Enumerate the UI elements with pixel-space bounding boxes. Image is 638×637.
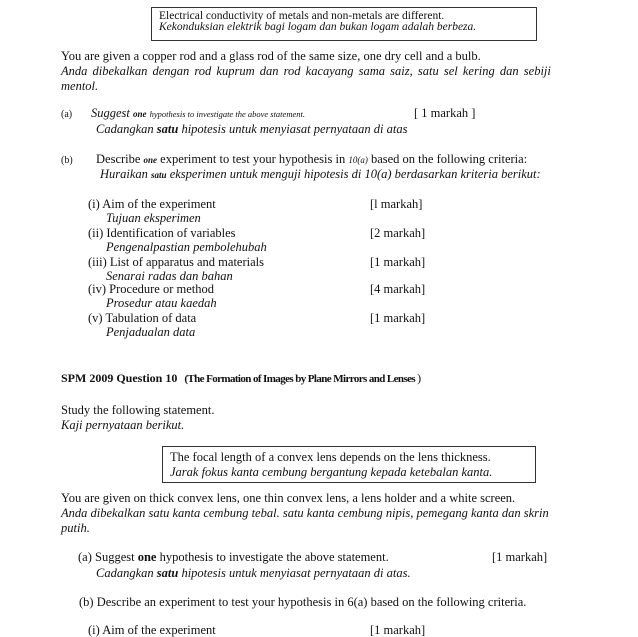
criteria-5-ms: Penjadualan data: [106, 325, 196, 339]
q-a-mark: [ 1 markah ]: [414, 106, 476, 120]
q2-a-mark: [1 markah]: [492, 550, 548, 564]
criteria-4-mark: [4 markah]: [370, 282, 426, 296]
q2-a-line: [78, 550, 389, 564]
criteria-2-mark: [2 markah]: [370, 226, 426, 240]
q-b-ms: [100, 167, 541, 181]
criteria-5-mark: [1 markah]: [370, 311, 426, 325]
q-b-one: one: [143, 155, 158, 165]
criteria-3-en: (iii) List of apparatus and materials: [88, 255, 264, 269]
criteria-3-ms: Senarai radas dan bahan: [106, 269, 233, 283]
q-b-ref: 10(a): [348, 155, 368, 165]
q-a-ms-post: hipotesis untuk menyiasat pernyataan di atas: [181, 122, 408, 136]
q2-a-ms-post: hipotesis untuk menyiasat pernyataan di atas.: [181, 566, 411, 580]
q-a-rest: hypothesis to investigate the above statement.: [149, 109, 305, 119]
q-b-marker: (b): [61, 155, 73, 166]
study-ms: Kaji pernyataan berikut.: [61, 418, 185, 432]
q-b-post: experiment to test your hypothesis in: [160, 152, 346, 166]
q2-a-one: one: [137, 550, 157, 564]
intro2-ms-line2: putih.: [61, 521, 90, 535]
intro2-en: You are given on thick convex lens, one thin convex lens, a lens holder and a white screen.: [61, 491, 516, 505]
q2-b-en: (b) Describe an experiment to test your hypothesis in 6(a) based on the following criteria.: [79, 595, 527, 609]
q-b-pre: Describe: [96, 152, 141, 166]
section-title: SPM 2009 Question 10: [61, 371, 178, 385]
top-box-ms: Kekonduksian elektrik bagi logam dan bukan logam adalah berbeza.: [159, 21, 477, 33]
q-a-ms-bold: satu: [156, 122, 179, 136]
q-a-line: [91, 106, 305, 120]
q-b-ms-post: eksperimen untuk menguji hipotesis di 10(a) berdasarkan kriteria berikut:: [169, 167, 541, 181]
criteria-3-mark: [1 markah]: [370, 255, 426, 269]
q2-a-ms-pre: Cadangkan: [96, 566, 154, 580]
criteria-2-ms: Pengenalpastian pembolehubah: [106, 240, 267, 254]
q-b-post2: based on the following criteria:: [370, 152, 528, 166]
q-a-ms-pre: Cadangkan: [96, 122, 154, 136]
q-b-line: [96, 152, 527, 166]
section-subtitle: (The Formation of Images by Plane Mirrors and Lenses: [184, 373, 416, 385]
criteria-4-ms: Prosedur atau kaedah: [106, 296, 217, 310]
criteria-1-mark: [l markah]: [370, 197, 423, 211]
q2-a-ms-bold: satu: [156, 566, 179, 580]
q-a-ms: [96, 122, 407, 136]
intro1-en: You are given a copper rod and a glass rod of the same size, one dry cell and a bulb.: [61, 49, 481, 63]
study-en: Study the following statement.: [61, 403, 215, 417]
criteria-2-en: (ii) Identification of variables: [88, 226, 236, 240]
criteria-1-ms: Tujuan eksperimen: [106, 211, 201, 225]
top-box-en: Electrical conductivity of metals and non-metals are different.: [159, 10, 445, 22]
intro1-ms-line1: Anda dibekalkan dengan rod kuprum dan rod kacayang sama saiz, satu sel kering dan sebiji: [61, 64, 551, 78]
cut-line-en: (i) Aim of the experiment: [88, 623, 216, 637]
section-close: ): [417, 371, 422, 385]
criteria-4-en: (iv) Procedure or method: [88, 282, 215, 296]
criteria-5-en: (v) Tabulation of data: [88, 311, 197, 325]
q-a-marker: (a): [61, 109, 73, 120]
q-a-one: one: [133, 109, 147, 119]
q2-a-pre: (a) Suggest: [78, 550, 135, 564]
q-a-suggest: Suggest: [91, 106, 130, 120]
q-b-ms-small: satu: [151, 170, 167, 180]
q2-a-ms: [96, 566, 411, 580]
intro2-ms-line1: Anda dibekalkan satu kanta cembung tebal. satu kanta cembung nipis, pemegang kanta dan skrin: [61, 506, 549, 520]
lens-box-ms: Jarak fokus kanta cembung bergantung kepada ketebalan kanta.: [170, 465, 493, 479]
q2-a-post: hypothesis to investigate the above statement.: [159, 550, 389, 564]
q-b-ms-pre: Huraikan: [100, 167, 148, 181]
cut-line-mark: [1 markah]: [370, 623, 426, 637]
criteria-1-en: (i) Aim of the experiment: [88, 197, 216, 211]
section-heading: [61, 372, 421, 386]
lens-box-en: The focal length of a convex lens depends on the lens thickness.: [170, 450, 491, 464]
intro1-ms-line2: mentol.: [61, 79, 99, 93]
